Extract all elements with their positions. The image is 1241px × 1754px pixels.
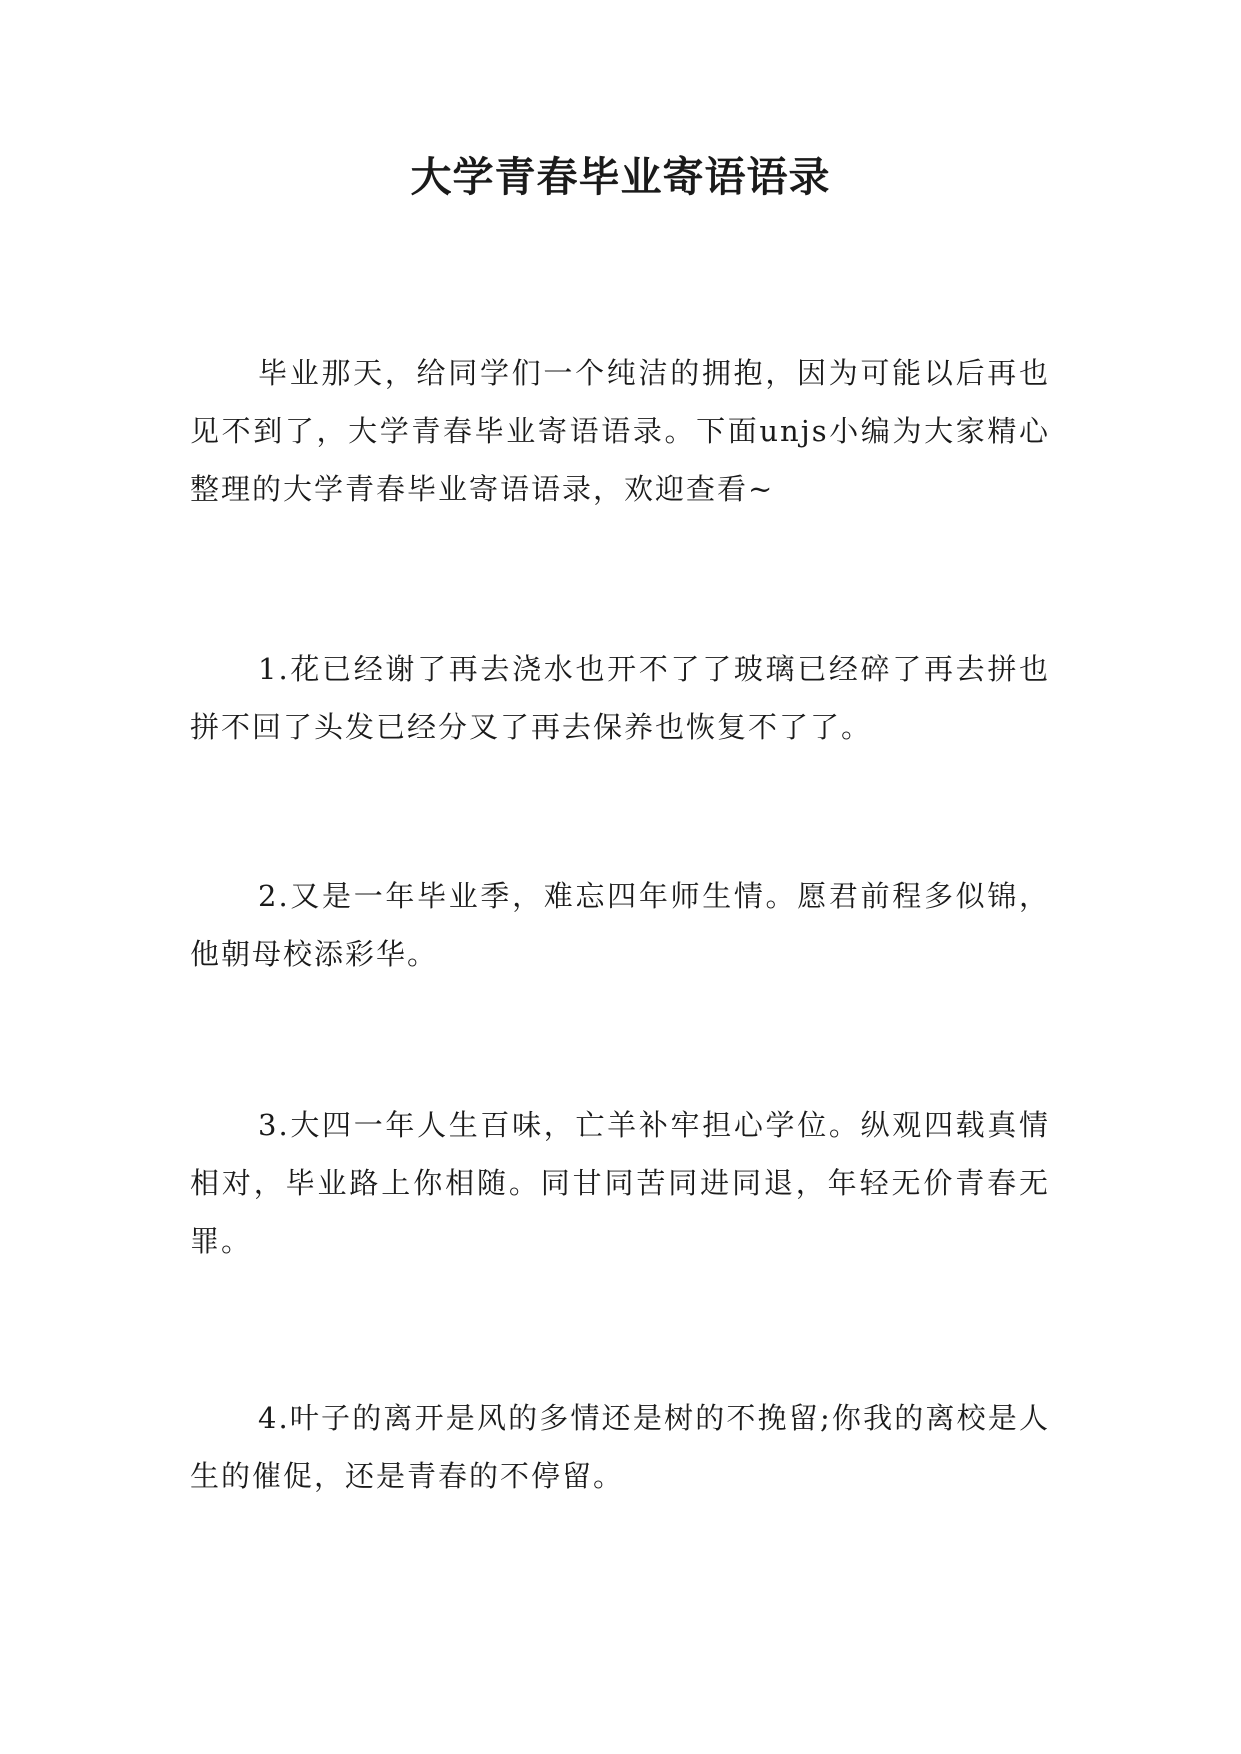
quote-paragraph-4: 4.叶子的离开是风的多情还是树的不挽留;你我的离校是人生的催促，还是青春的不停留。 <box>190 1401 1050 1493</box>
quote-paragraph-2: 2.又是一年毕业季，难忘四年师生情。愿君前程多似锦，他朝母校添彩华。 <box>190 879 1050 971</box>
quote-paragraph-1: 1.花已经谢了再去浇水也开不了了玻璃已经碎了再去拼也拼不回了头发已经分叉了再去保养也恢复不了了。 <box>190 652 1050 744</box>
document-title: 大学青春毕业寄语语录 <box>410 153 831 201</box>
quote-paragraph-3: 3.大四一年人生百味，亡羊补牢担心学位。纵观四载真情相对，毕业路上你相随。同甘同苦同进同退，年轻无价青春无罪。 <box>190 1108 1050 1258</box>
intro-paragraph: 毕业那天，给同学们一个纯洁的拥抱，因为可能以后再也见不到了，大学青春毕业寄语语录。下面unjs小编为大家精心整理的大学青春毕业寄语语录，欢迎查看~ <box>190 356 1050 506</box>
